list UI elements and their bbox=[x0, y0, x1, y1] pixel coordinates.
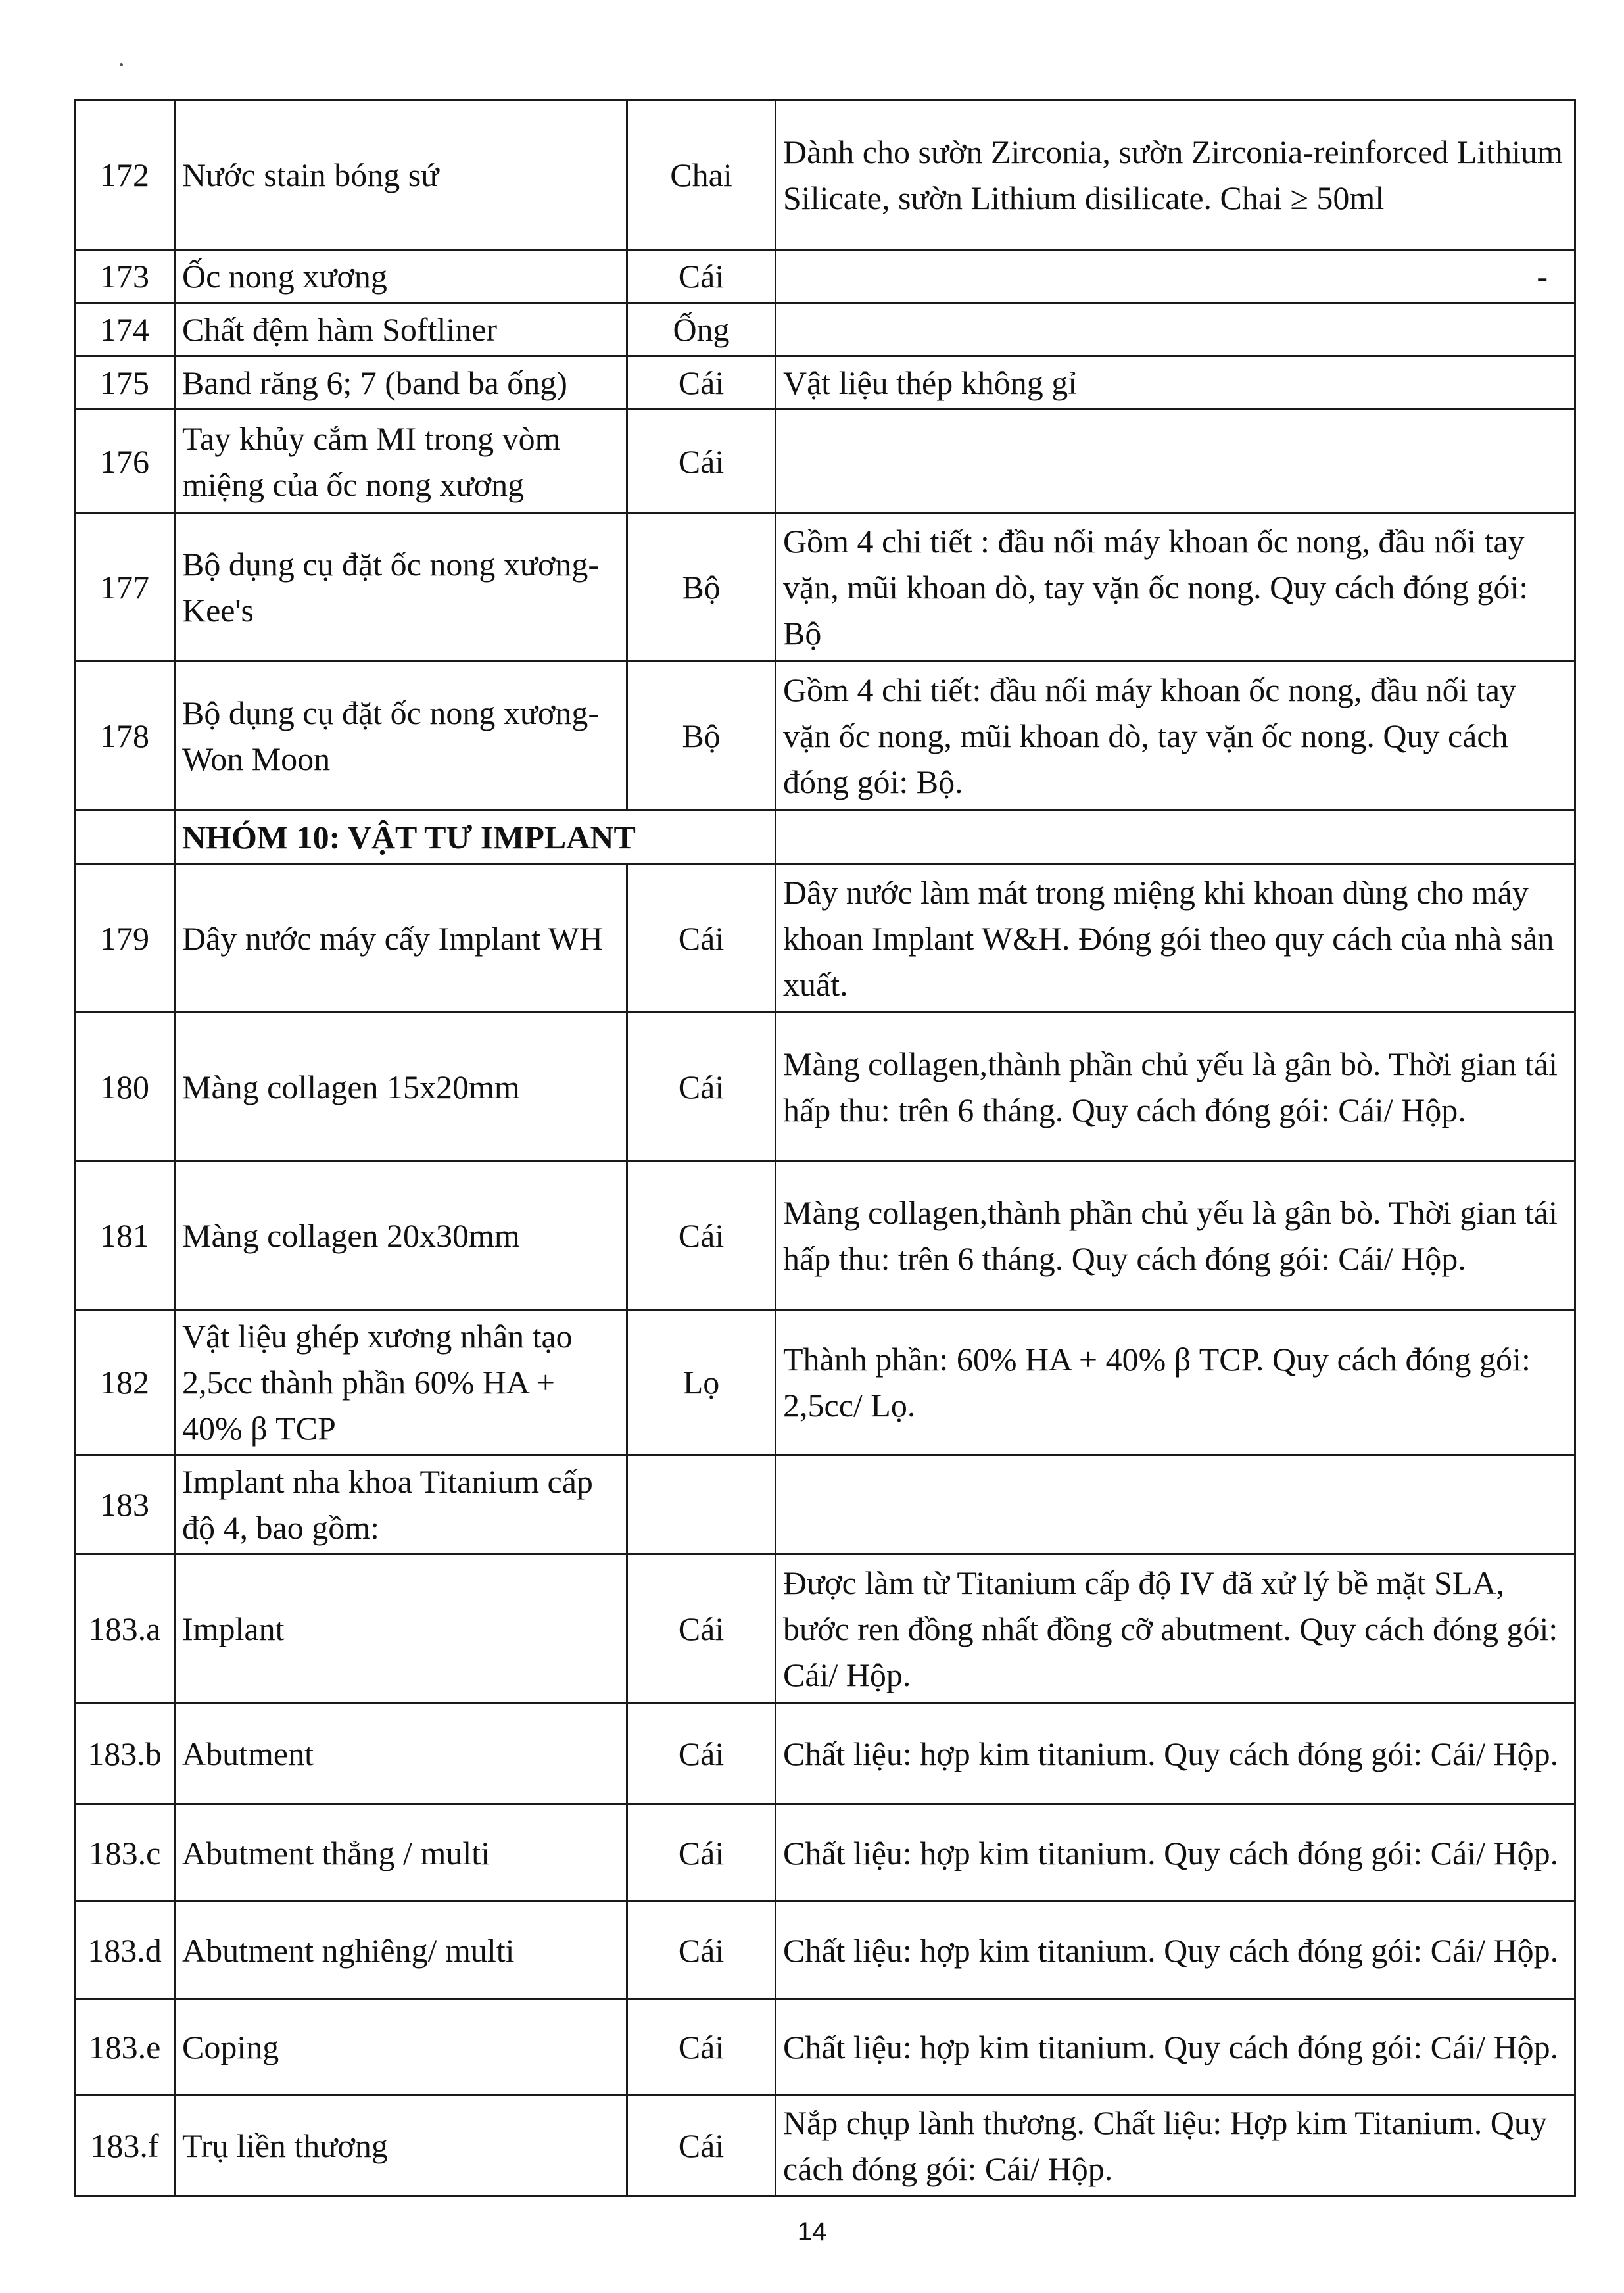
table-row bbox=[75, 250, 1575, 303]
table-row bbox=[75, 1999, 1575, 2095]
page-number: 14 bbox=[797, 2217, 827, 2246]
table-row bbox=[75, 1804, 1575, 1902]
item-unit: Cái bbox=[627, 1902, 776, 1999]
row-number: 172 bbox=[75, 100, 175, 250]
item-spec: Chất liệu: hợp kim titanium. Quy cách đóng gói: Cái/ Hộp. bbox=[776, 1902, 1575, 1999]
item-unit: Cái bbox=[627, 1703, 776, 1804]
item-name: Màng collagen 20x30mm bbox=[175, 1161, 627, 1310]
row-number: 183 bbox=[75, 1455, 175, 1555]
item-name: Tay khủy cắm MI trong vòm miệng của ốc nong xương bbox=[175, 410, 627, 514]
row-number: 183.c bbox=[75, 1804, 175, 1902]
item-name: Bộ dụng cụ đặt ốc nong xương- Kee's bbox=[175, 514, 627, 661]
row-number: 173 bbox=[75, 250, 175, 303]
row-number: 178 bbox=[75, 661, 175, 811]
item-spec: Màng collagen,thành phần chủ yếu là gân bò. Thời gian tái hấp thu: trên 6 tháng. Quy cách đóng gói: Cái/ Hộp. bbox=[776, 1161, 1575, 1310]
item-name: Implant bbox=[175, 1555, 627, 1703]
table-row bbox=[75, 410, 1575, 514]
item-unit: Cái bbox=[627, 1555, 776, 1703]
supplies-table bbox=[74, 99, 1576, 2197]
item-unit: Ống bbox=[627, 303, 776, 356]
row-number: 182 bbox=[75, 1310, 175, 1455]
table-row bbox=[75, 1013, 1575, 1161]
item-spec bbox=[776, 1455, 1575, 1555]
scan-speck bbox=[120, 63, 123, 66]
row-number: 175 bbox=[75, 356, 175, 410]
table-row bbox=[75, 1902, 1575, 1999]
table-row bbox=[75, 514, 1575, 661]
row-number bbox=[75, 811, 175, 864]
row-number: 176 bbox=[75, 410, 175, 514]
table-row bbox=[75, 356, 1575, 410]
item-name: Trụ liền thương bbox=[175, 2095, 627, 2196]
item-unit: Cái bbox=[627, 864, 776, 1013]
table-row bbox=[75, 864, 1575, 1013]
item-name: Dây nước máy cấy Implant WH bbox=[175, 864, 627, 1013]
item-spec: Chất liệu: hợp kim titanium. Quy cách đóng gói: Cái/ Hộp. bbox=[776, 1703, 1575, 1804]
item-name: Vật liệu ghép xương nhân tạo 2,5cc thành phần 60% HA + 40% β TCP bbox=[175, 1310, 627, 1455]
item-spec: Nắp chụp lành thương. Chất liệu: Hợp kim Titanium. Quy cách đóng gói: Cái/ Hộp. bbox=[776, 2095, 1575, 2196]
table-row bbox=[75, 661, 1575, 811]
item-unit: Cái bbox=[627, 1999, 776, 2095]
item-unit: Cái bbox=[627, 410, 776, 514]
table-row bbox=[75, 100, 1575, 250]
table-row bbox=[75, 1310, 1575, 1455]
item-spec bbox=[776, 410, 1575, 514]
item-spec bbox=[776, 303, 1575, 356]
row-number: 183.f bbox=[75, 2095, 175, 2196]
row-number: 183.a bbox=[75, 1555, 175, 1703]
table-row bbox=[75, 1161, 1575, 1310]
item-unit: Bộ bbox=[627, 661, 776, 811]
row-number: 181 bbox=[75, 1161, 175, 1310]
item-unit: Cái bbox=[627, 1161, 776, 1310]
item-name: Abutment bbox=[175, 1703, 627, 1804]
item-spec bbox=[776, 250, 1575, 303]
item-unit: Cái bbox=[627, 1013, 776, 1161]
item-name: Nước stain bóng sứ bbox=[175, 100, 627, 250]
item-name: Abutment nghiêng/ multi bbox=[175, 1902, 627, 1999]
table-row bbox=[75, 1455, 1575, 1555]
row-number: 179 bbox=[75, 864, 175, 1013]
item-name: Chất đệm hàm Softliner bbox=[175, 303, 627, 356]
item-name: Implant nha khoa Titanium cấp độ 4, bao gồm: bbox=[175, 1455, 627, 1555]
item-unit: Lọ bbox=[627, 1310, 776, 1455]
row-number: 177 bbox=[75, 514, 175, 661]
item-spec: Chất liệu: hợp kim titanium. Quy cách đóng gói: Cái/ Hộp. bbox=[776, 1804, 1575, 1902]
item-spec: Dành cho sườn Zirconia, sườn Zirconia-reinforced Lithium Silicate, sườn Lithium disilicate. Chai ≥ 50ml bbox=[776, 100, 1575, 250]
row-number: 183.e bbox=[75, 1999, 175, 2095]
table-row bbox=[75, 303, 1575, 356]
item-name: Bộ dụng cụ đặt ốc nong xương- Won Moon bbox=[175, 661, 627, 811]
item-name: Abutment thẳng / multi bbox=[175, 1804, 627, 1902]
item-name: Màng collagen 15x20mm bbox=[175, 1013, 627, 1161]
item-unit: Bộ bbox=[627, 514, 776, 661]
item-name: Ốc nong xương bbox=[175, 250, 627, 303]
row-number: 183.b bbox=[75, 1703, 175, 1804]
item-spec: Vật liệu thép không gỉ bbox=[776, 356, 1575, 410]
item-unit: Cái bbox=[627, 356, 776, 410]
row-number: 180 bbox=[75, 1013, 175, 1161]
item-spec: Màng collagen,thành phần chủ yếu là gân bò. Thời gian tái hấp thu: trên 6 tháng. Quy cách đóng gói: Cái/ Hộp. bbox=[776, 1013, 1575, 1161]
item-spec: Chất liệu: hợp kim titanium. Quy cách đóng gói: Cái/ Hộp. bbox=[776, 1999, 1575, 2095]
item-unit bbox=[627, 1455, 776, 1555]
item-spec: Được làm từ Titanium cấp độ IV đã xử lý bề mặt SLA, bước ren đồng nhất đồng cỡ abutment. Quy cách đóng gói: Cái/ Hộp. bbox=[776, 1555, 1575, 1703]
item-unit: Cái bbox=[627, 250, 776, 303]
table-row bbox=[75, 1703, 1575, 1804]
row-number: 183.d bbox=[75, 1902, 175, 1999]
item-spec: Gồm 4 chi tiết: đầu nối máy khoan ốc nong, đầu nối tay vặn ốc nong, mũi khoan dò, tay vặn ốc nong. Quy cách đóng gói: Bộ. bbox=[776, 661, 1575, 811]
item-spec bbox=[776, 811, 1575, 864]
item-name: Band răng 6; 7 (band ba ống) bbox=[175, 356, 627, 410]
item-spec: Dây nước làm mát trong miệng khi khoan dùng cho máy khoan Implant W&H. Đóng gói theo quy cách của nhà sản xuất. bbox=[776, 864, 1575, 1013]
group-row bbox=[75, 811, 1575, 864]
item-name: Coping bbox=[175, 1999, 627, 2095]
item-spec: Gồm 4 chi tiết : đầu nối máy khoan ốc nong, đầu nối tay vặn, mũi khoan dò, tay vặn ốc nong. Quy cách đóng gói: Bộ bbox=[776, 514, 1575, 661]
item-spec: Thành phần: 60% HA + 40% β TCP. Quy cách đóng gói: 2,5cc/ Lọ. bbox=[776, 1310, 1575, 1455]
item-spec-dash: - bbox=[1537, 258, 1548, 295]
item-unit: Chai bbox=[627, 100, 776, 250]
row-number: 174 bbox=[75, 303, 175, 356]
group-title: NHÓM 10: VẬT TƯ IMPLANT bbox=[175, 811, 776, 864]
item-unit: Cái bbox=[627, 2095, 776, 2196]
table-row bbox=[75, 1555, 1575, 1703]
item-unit: Cái bbox=[627, 1804, 776, 1902]
table-row bbox=[75, 2095, 1575, 2196]
